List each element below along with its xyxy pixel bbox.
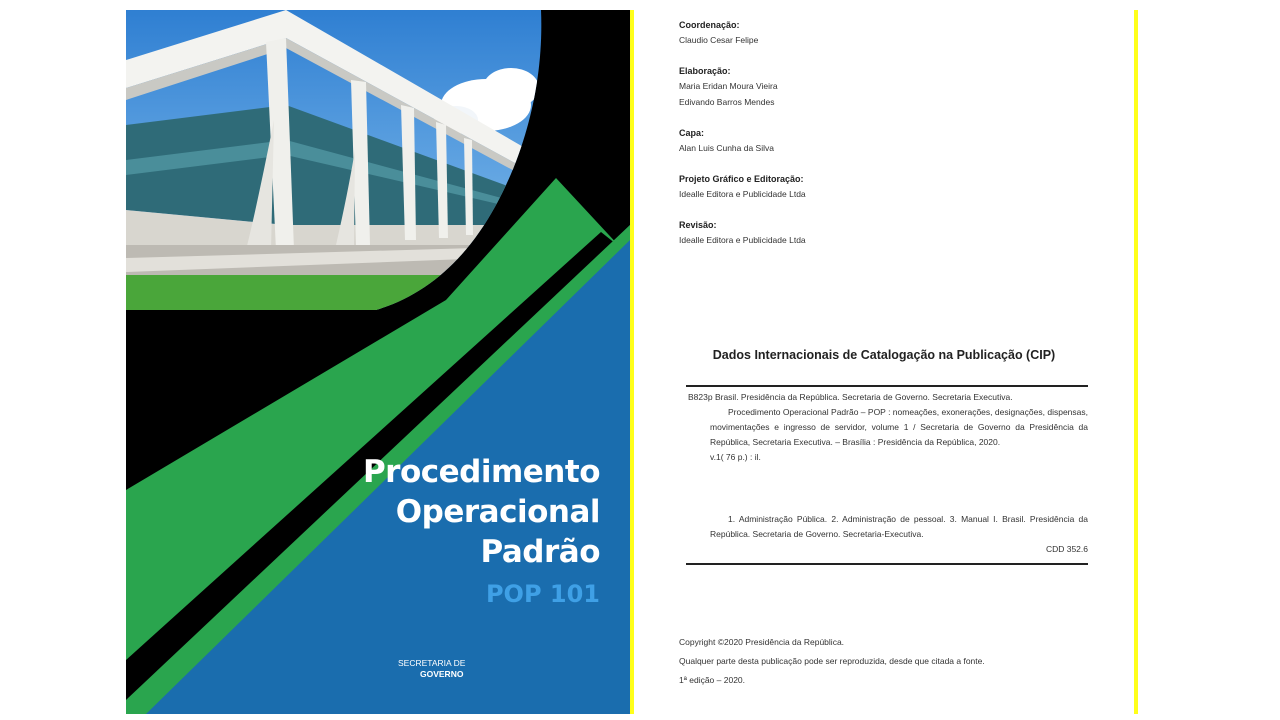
credits-page <box>634 10 1134 714</box>
cip-title: Dados Internacionais de Catalogação na Publicação (CIP) <box>712 348 1056 362</box>
reproduction-notice: Qualquer parte desta publicação pode ser reproduzida, desde que citada a fonte. <box>679 656 985 666</box>
credit-label: Elaboração: <box>679 66 731 76</box>
credit-block <box>679 172 806 202</box>
credit-block <box>679 18 806 48</box>
credits-list <box>679 18 806 264</box>
cover-code: POP 101 <box>485 580 600 608</box>
credit-name: Claudio Cesar Felipe <box>679 35 759 45</box>
cip-description: Procedimento Operacional Padrão – POP : nomeações, exonerações, designações, dispensas, movimentações e ingresso de servidor, volume 1 / Secretaria de Governo da Presidência da República, Secretaria Executiva. – Brasília : Presidência da República, 2020. <box>710 407 1088 447</box>
cover-title-line: Padrão <box>480 534 600 570</box>
cover-title-line: Operacional <box>395 494 600 530</box>
credit-label: Projeto Gráfico e Editoração: <box>679 174 804 184</box>
cip-record <box>686 385 1088 565</box>
credit-name: Alan Luis Cunha da Silva <box>679 143 774 153</box>
cover-org-logo <box>398 658 465 680</box>
credit-block <box>679 64 806 110</box>
cip-volume: v.1( 76 p.) : il. <box>710 452 761 462</box>
credit-block <box>679 126 806 156</box>
credit-label: Capa: <box>679 128 705 138</box>
credit-name: Idealle Editora e Publicidade Ltda <box>679 189 806 199</box>
cip-cdd: CDD 352.6 <box>1045 544 1088 554</box>
cover-org-line: SECRETARIA DE <box>398 658 466 668</box>
credit-name: Maria Eridan Moura Vieira <box>679 81 778 91</box>
cover-artwork <box>126 10 630 714</box>
credit-name: Edivando Barros Mendes <box>679 97 775 107</box>
cip-subjects: 1. Administração Pública. 2. Administração de pessoal. 3. Manual I. Brasil. Presidência da República. Secretaria de Governo. Secretaria-Executiva. <box>710 514 1088 539</box>
credit-label: Revisão: <box>679 220 717 230</box>
credit-block <box>679 218 806 248</box>
cover-title-line: Procedimento <box>362 454 600 490</box>
cover-org-line: GOVERNO <box>420 669 464 679</box>
cover-title <box>363 452 600 572</box>
cip-heading-line: B823p Brasil. Presidência da República. Secretaria de Governo. Secretaria Executiva. <box>688 392 1013 402</box>
cover-page <box>126 10 630 714</box>
credit-name: Idealle Editora e Publicidade Ltda <box>679 235 806 245</box>
page-divider <box>1134 10 1138 714</box>
credit-label: Coordenação: <box>679 20 740 30</box>
publication-footer <box>679 633 985 690</box>
edition-text: 1ª edição – 2020. <box>679 675 746 685</box>
copyright-text: Copyright ©2020 Presidência da República. <box>679 637 845 647</box>
